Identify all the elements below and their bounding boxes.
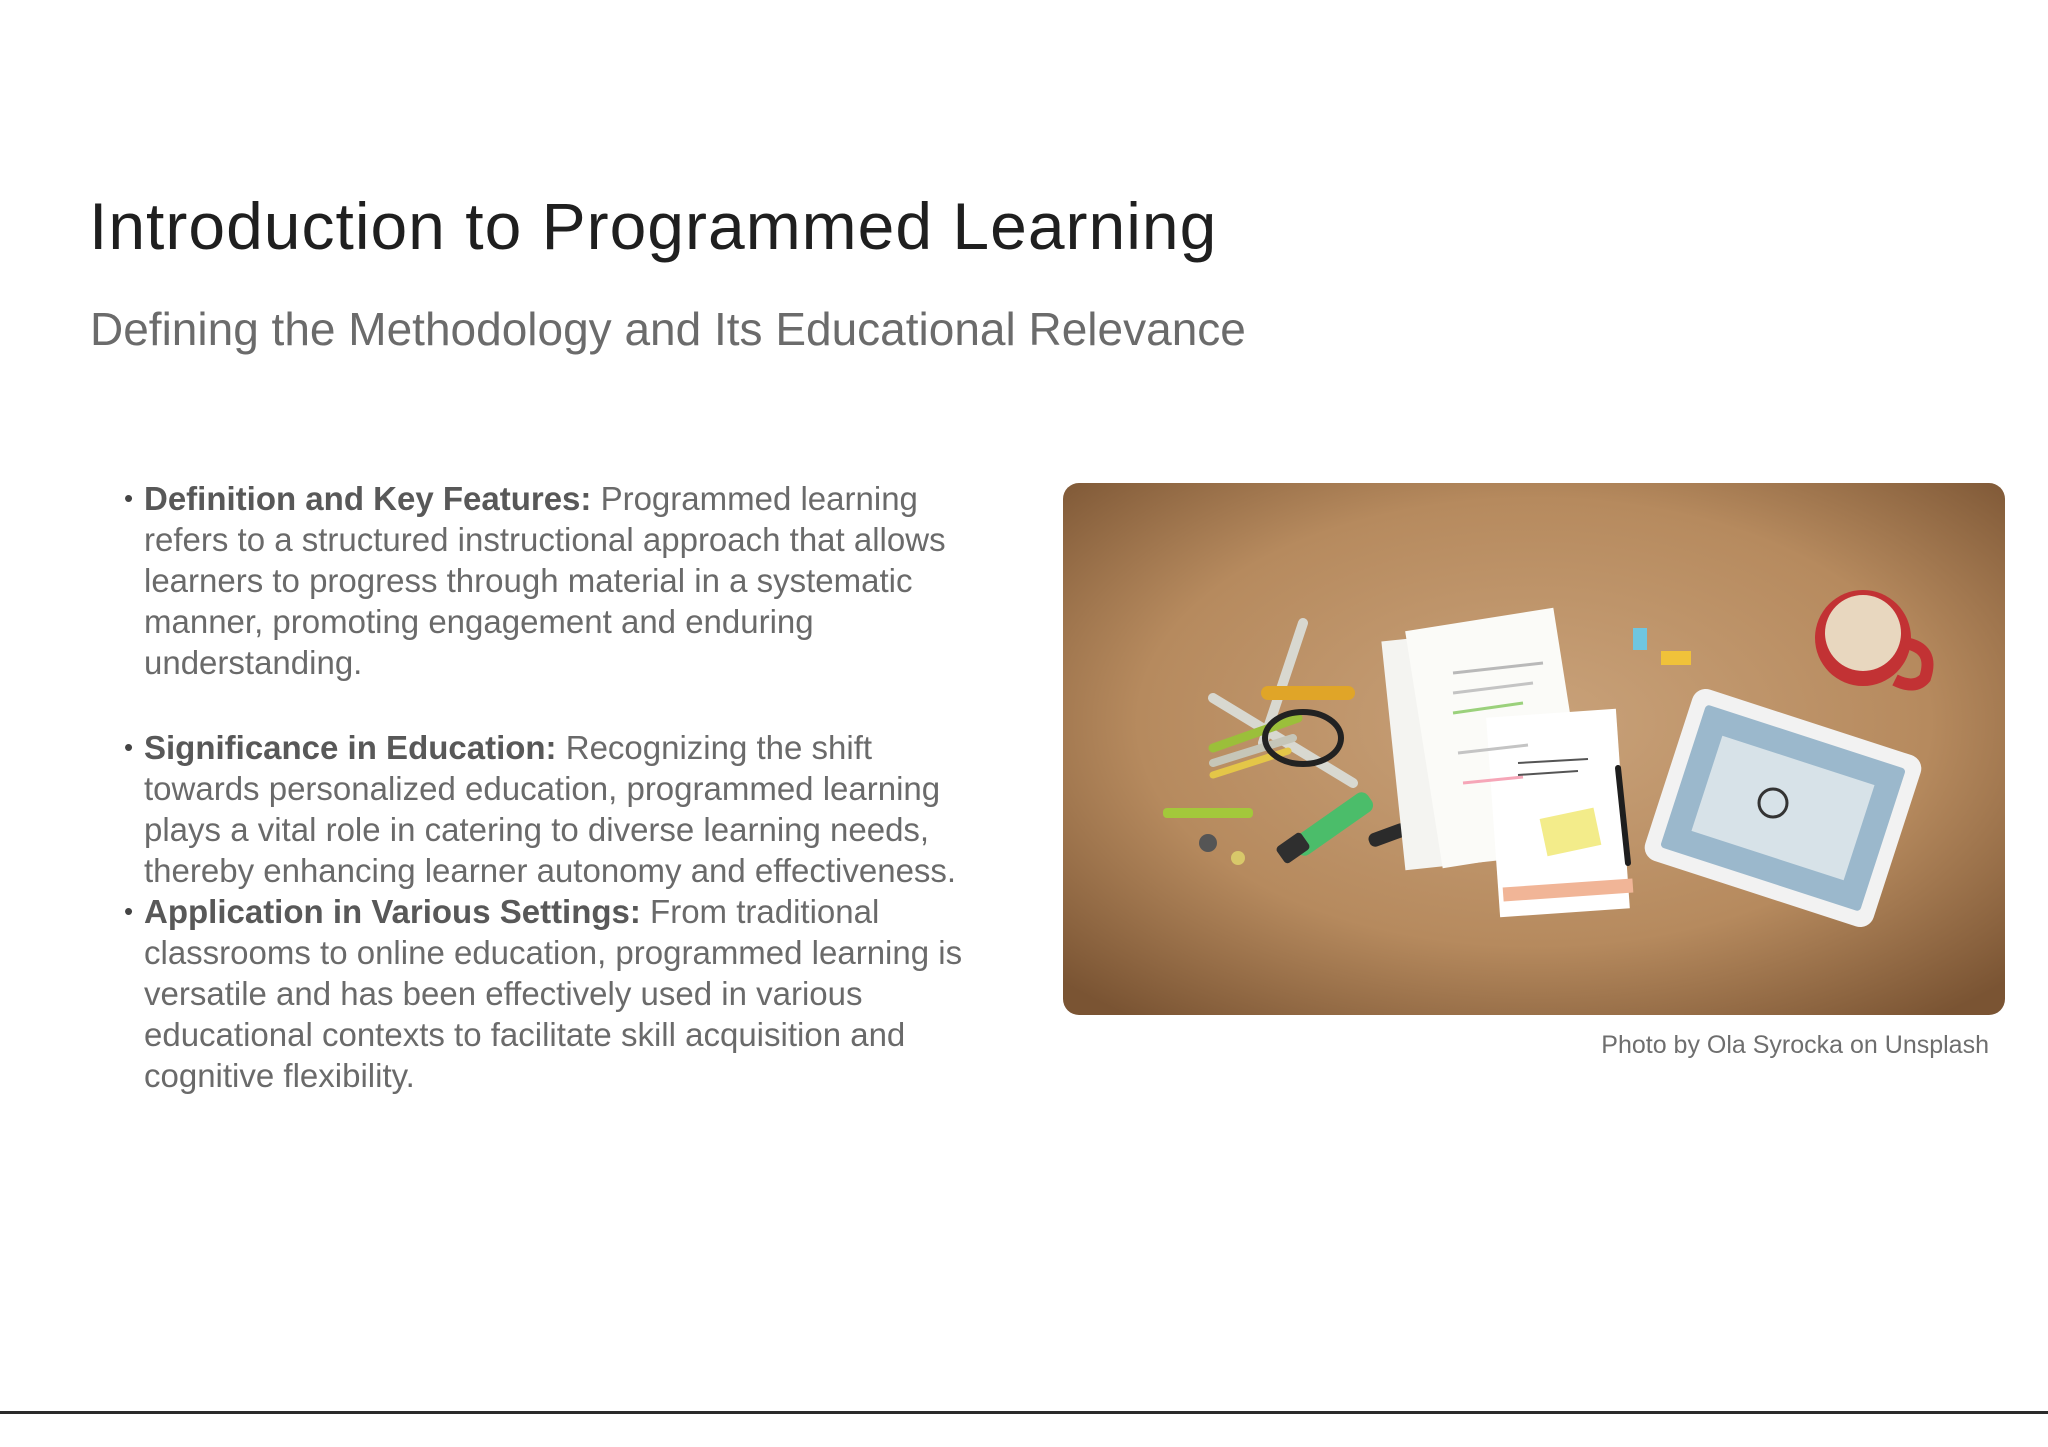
bullet-list [124,478,994,1096]
bullet-text: Recognizing the shift towards personalized education, programmed learning plays a vital role in catering to diverse learning needs, thereby enhancing learner autonomy and effectiveness. [144,729,957,889]
bullet-significance [124,727,994,891]
photo-credit: Photo by Ola Syrocka on Unsplash [1601,1031,1989,1059]
bullet-term: Significance in Education: [144,729,557,766]
bullet-application [124,891,994,1096]
desk-photo [1063,483,2005,1015]
slide-title: Introduction to Programmed Learning [89,189,1218,263]
yellow-block [1661,651,1691,665]
bullet-text: Programmed learning refers to a structured instructional approach that allows learners to progress through material in a systematic manner, promoting engagement and enduring understanding. [144,480,946,681]
bullet-term: Definition and Key Features: [144,480,592,517]
bullet-marker: • [124,483,134,513]
bottom-divider [0,1411,2048,1414]
slide-subtitle: Defining the Methodology and Its Educational Relevance [90,303,1246,355]
bullet-marker: • [124,896,134,926]
bullet-text: From traditional classrooms to online education, programmed learning is versatile and has been effectively used in various educational contexts to facilitate skill acquisition and cognitive flexibility. [144,893,963,1094]
bullet-definition [124,478,994,683]
blue-block [1633,628,1647,650]
bullet-marker: • [124,732,134,762]
desk-photo-illustration [1063,483,2005,1015]
bullet-term: Application in Various Settings: [144,893,641,930]
